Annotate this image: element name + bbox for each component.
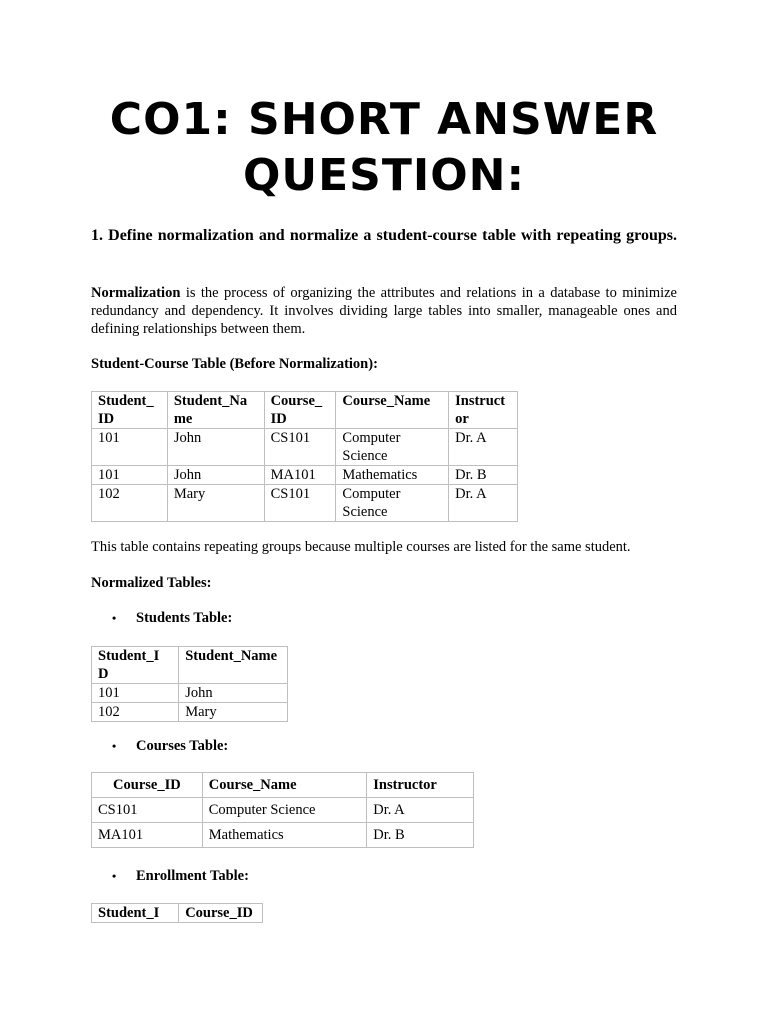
column-header: Course_ ID <box>264 392 336 429</box>
table-cell: 101 <box>92 684 179 703</box>
courses-label-text: Courses Table: <box>136 738 229 754</box>
table-row <box>92 703 288 722</box>
column-header: Student_Name <box>179 647 288 684</box>
before-table-heading: Student-Course Table (Before Normalization): <box>91 356 378 372</box>
definition-term: Normalization <box>91 285 181 301</box>
table-header-row <box>92 904 263 923</box>
question-heading: 1. Define normalization and normalize a student-course table with repeating groups. <box>91 227 677 244</box>
table-header-row <box>92 392 518 429</box>
table-cell: Dr. A <box>367 798 474 823</box>
courses-table-label <box>112 737 228 755</box>
table-cell: CS101 <box>264 429 336 466</box>
table-row <box>92 429 518 466</box>
bullet-icon: • <box>112 739 117 753</box>
table-cell: Dr. A <box>449 485 518 522</box>
column-header: Student_I <box>92 904 179 923</box>
table-cell: CS101 <box>92 798 203 823</box>
enrollment-label-text: Enrollment Table: <box>136 868 249 884</box>
column-header: Course_Name <box>336 392 449 429</box>
table-cell: Dr. B <box>449 466 518 485</box>
table-cell: Computer Science <box>336 485 449 522</box>
column-header: Instruct or <box>449 392 518 429</box>
bullet-icon: • <box>112 869 117 883</box>
definition-text: is the process of organizing the attributes and relations in a database to minimize redundancy and dependency. It involves dividing large tables into smaller, manageable ones and defining relationships between them. <box>91 285 677 337</box>
student-course-table <box>91 391 518 522</box>
table-row <box>92 823 474 848</box>
table-cell: John <box>179 684 288 703</box>
normalized-heading: Normalized Tables: <box>91 575 212 591</box>
table-row <box>92 466 518 485</box>
enrollment-table-label <box>112 867 249 885</box>
column-header: Instructor <box>367 773 474 798</box>
page-title: CO1: SHORT ANSWER QUESTION: <box>109 94 659 201</box>
table-cell: Mary <box>179 703 288 722</box>
table-cell: MA101 <box>92 823 203 848</box>
column-header: Course_ID <box>179 904 263 923</box>
table-cell: Computer Science <box>202 798 366 823</box>
table-cell: 101 <box>92 466 168 485</box>
table-cell: John <box>167 466 264 485</box>
table-row <box>92 485 518 522</box>
table-row <box>92 798 474 823</box>
table-cell: MA101 <box>264 466 336 485</box>
table-cell: Mathematics <box>202 823 366 848</box>
column-header: Course_Name <box>202 773 366 798</box>
table-cell: John <box>167 429 264 466</box>
students-table <box>91 646 288 722</box>
column-header: Student_ ID <box>92 392 168 429</box>
table-cell: 102 <box>92 703 179 722</box>
table-cell: 101 <box>92 429 168 466</box>
bullet-icon: • <box>112 611 117 625</box>
table-cell: Mathematics <box>336 466 449 485</box>
column-header: Student_Na me <box>167 392 264 429</box>
table-row <box>92 684 288 703</box>
students-table-label <box>112 609 232 627</box>
column-header: Student_I D <box>92 647 179 684</box>
students-label-text: Students Table: <box>136 610 233 626</box>
repeating-groups-note: This table contains repeating groups because multiple courses are listed for the same student. <box>91 539 631 555</box>
table-cell: 102 <box>92 485 168 522</box>
definition-paragraph <box>91 284 677 338</box>
table-cell: Dr. B <box>367 823 474 848</box>
courses-table <box>91 772 474 848</box>
table-cell: Computer Science <box>336 429 449 466</box>
table-cell: Mary <box>167 485 264 522</box>
column-header: Course_ID <box>92 773 203 798</box>
enrollment-table <box>91 903 263 923</box>
table-header-row <box>92 647 288 684</box>
table-cell: Dr. A <box>449 429 518 466</box>
table-cell: CS101 <box>264 485 336 522</box>
table-header-row <box>92 773 474 798</box>
